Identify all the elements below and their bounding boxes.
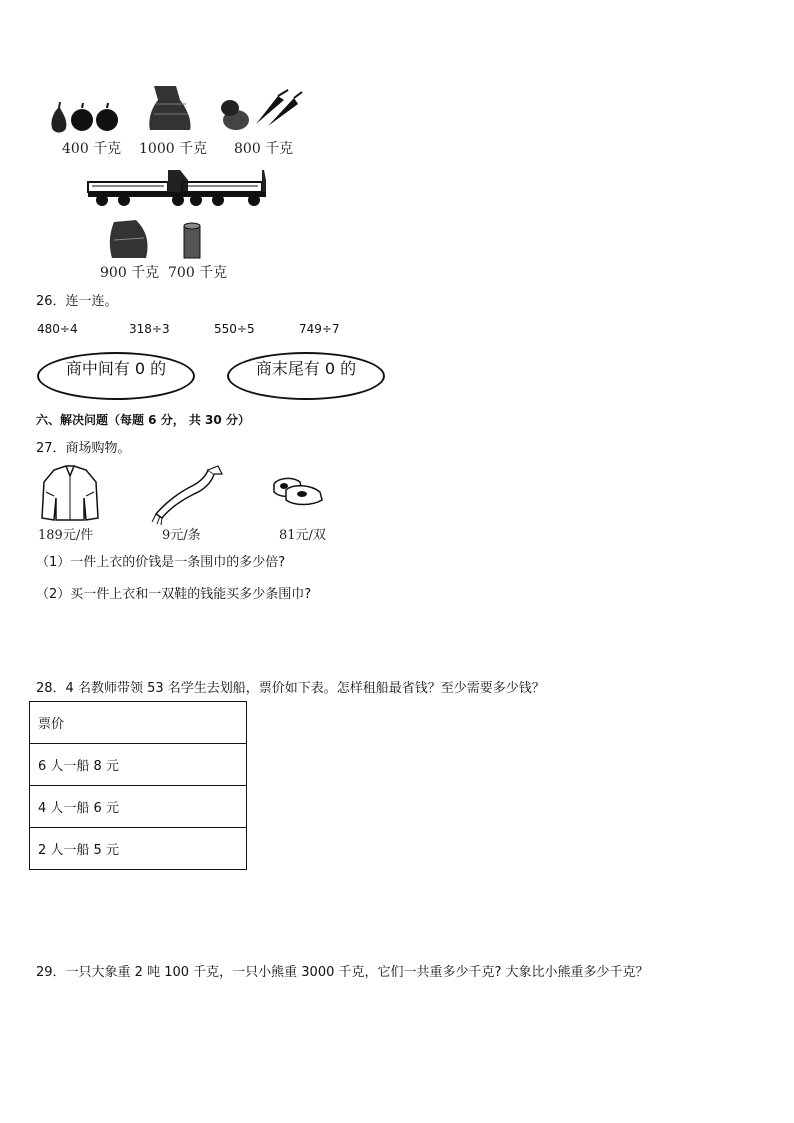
table-cell: 4 人一船 6 元 (30, 786, 247, 828)
truck-icon (182, 170, 266, 206)
scarf-price: 9元/条 (162, 528, 201, 543)
table-row (30, 744, 247, 786)
q27-title: 27．商场购物。 (36, 441, 131, 456)
table-cell: 票价 (30, 702, 247, 744)
expression: 318÷3 (129, 322, 170, 336)
table-cell: 6 人一船 8 元 (30, 744, 247, 786)
pear-icon (51, 102, 66, 133)
vegetables-weight-label: 800 千克 (234, 141, 294, 157)
jacket-icon (42, 466, 98, 520)
section-title: 六、解决问题（每题 6 分， 共 30 分） (36, 413, 250, 427)
truck-icon (88, 170, 188, 206)
expression: 480÷4 (37, 322, 78, 336)
fruit-weight-label: 400 千克 (62, 141, 122, 157)
table-row (30, 828, 247, 870)
q28-title: 28．4 名教师带领 53 名学生去划船，票价如下表。怎样租船最省钱？至少需要多少钱？ (36, 681, 545, 696)
table-row (30, 702, 247, 744)
price-table (29, 701, 247, 870)
can-weight-label: 700 千克 (168, 265, 228, 281)
oval-label: 商中间有 0 的 (65, 359, 167, 378)
sack-icon (149, 86, 190, 130)
scarf-icon (152, 466, 222, 525)
small-sack-icon (110, 220, 148, 258)
small-sack-weight-label: 900 千克 (100, 265, 160, 281)
oval-label: 商末尾有 0 的 (255, 359, 357, 378)
jacket-price: 189元/件 (38, 528, 94, 543)
shoes-price: 81元/双 (279, 528, 326, 543)
table-cell: 2 人一船 5 元 (30, 828, 247, 870)
sack-weight-label: 1000 千克 (139, 141, 208, 157)
vegetables-icon (221, 90, 302, 130)
expression: 749÷7 (299, 322, 340, 336)
apple-icon (71, 103, 118, 131)
goods-illustration (40, 80, 320, 280)
table-row (30, 786, 247, 828)
q26-title: 26．连一连。 (36, 294, 118, 309)
q27-sub2: （2）买一件上衣和一双鞋的钱能买多少条围巾? (36, 587, 312, 602)
can-icon (184, 223, 200, 258)
oval-quotient-middle-zero (37, 352, 195, 400)
shoes-icon (274, 478, 322, 504)
q29-title: 29．一只大象重 2 吨 100 千克，一只小熊重 3000 千克，它们一共重多少千克? 大象比小熊重多少千克？ (36, 965, 649, 980)
oval-quotient-end-zero (227, 352, 385, 400)
shopping-illustration (30, 462, 350, 526)
expression: 550÷5 (214, 322, 255, 336)
q27-sub1: （1）一件上衣的价钱是一条围巾的多少倍? (36, 555, 286, 570)
